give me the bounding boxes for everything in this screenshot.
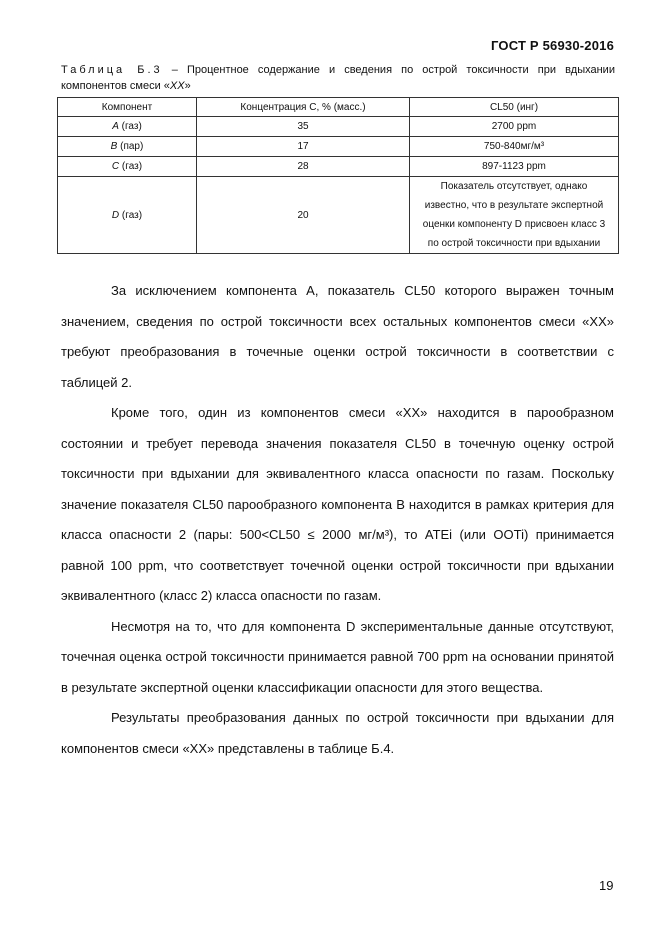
cell-component: D (газ) <box>58 177 197 254</box>
cell-concentration: 28 <box>197 157 410 177</box>
caption-text: – Процентное содержание и сведения по острой токсичности при вдыхании компонентов смеси « <box>61 64 615 92</box>
cell-concentration: 17 <box>197 137 410 157</box>
paragraph: За исключением компонента A, показатель CL50 которого выражен точным значением, сведения по острой токсичности всех остальных компонентов смеси «XX» требуют преобразования в точечные оценки острой токсичности в соответствии с таблицей 2. <box>61 283 614 390</box>
table-label: Таблица Б.3 <box>61 64 163 76</box>
cell-component: B (пар) <box>58 137 197 157</box>
note-line: оценки компоненту D присвоен класс 3 <box>422 219 606 230</box>
table-row <box>58 177 619 254</box>
toxicity-table <box>57 97 619 254</box>
header-concentration: Концентрация C, % (масс.) <box>197 98 410 117</box>
page-number: 19 <box>599 878 614 893</box>
body-text <box>61 276 614 764</box>
table-header-row <box>58 98 619 117</box>
cell-concentration: 20 <box>197 177 410 254</box>
note-line: Показатель отсутствует, однако <box>440 181 588 192</box>
caption-mixture-name: XX <box>169 80 185 92</box>
table-row <box>58 137 619 157</box>
note-line: по острой токсичности при вдыхании <box>427 238 601 249</box>
cell-cl50: 750-840мг/м³ <box>410 137 619 157</box>
cell-component: C (газ) <box>58 157 197 177</box>
table-caption <box>61 62 615 94</box>
table-row <box>58 157 619 177</box>
paragraph: Результаты преобразования данных по острой токсичности при вдыхании для компонентов смеси «XX» представлены в таблице Б.4. <box>61 710 614 756</box>
caption-close-quote: » <box>184 80 191 92</box>
cell-concentration: 35 <box>197 117 410 137</box>
cell-cl50: 2700 ppm <box>410 117 619 137</box>
cell-component: A (газ) <box>58 117 197 137</box>
paragraph: Несмотря на то, что для компонента D экспериментальные данные отсутствуют, точечная оценка острой токсичности принимается равной 700 ppm на основании принятой в результате экспертной оценки классификации опасности для этого вещества. <box>61 618 614 695</box>
document-code: ГОСТ Р 56930-2016 <box>490 38 614 53</box>
cell-cl50-note <box>410 177 619 254</box>
note-line: известно, что в результате экспертной <box>424 200 604 211</box>
cell-cl50: 897-1123 ppm <box>410 157 619 177</box>
paragraph: Кроме того, один из компонентов смеси «XX» находится в парообразном состоянии и требует перевода значения показателя CL50 в точечную оценку острой токсичности при вдыхании для эквивалентного класса опасности по газам. Поскольку значение показателя CL50 парообразного компонента B находится в рамках критерия для класса опасности 2 (пары: 500<CL50 ≤ 2000 мг/м³), то ATEi (или OOTi) принимается равной 100 ppm, что соответствует точечной оценки острой токсичности при вдыхании эквивалентного (класс 2) класса опасности по газам. <box>61 405 614 603</box>
table-row <box>58 117 619 137</box>
header-cl50: CL50 (инг) <box>410 98 619 117</box>
header-component: Компонент <box>58 98 197 117</box>
